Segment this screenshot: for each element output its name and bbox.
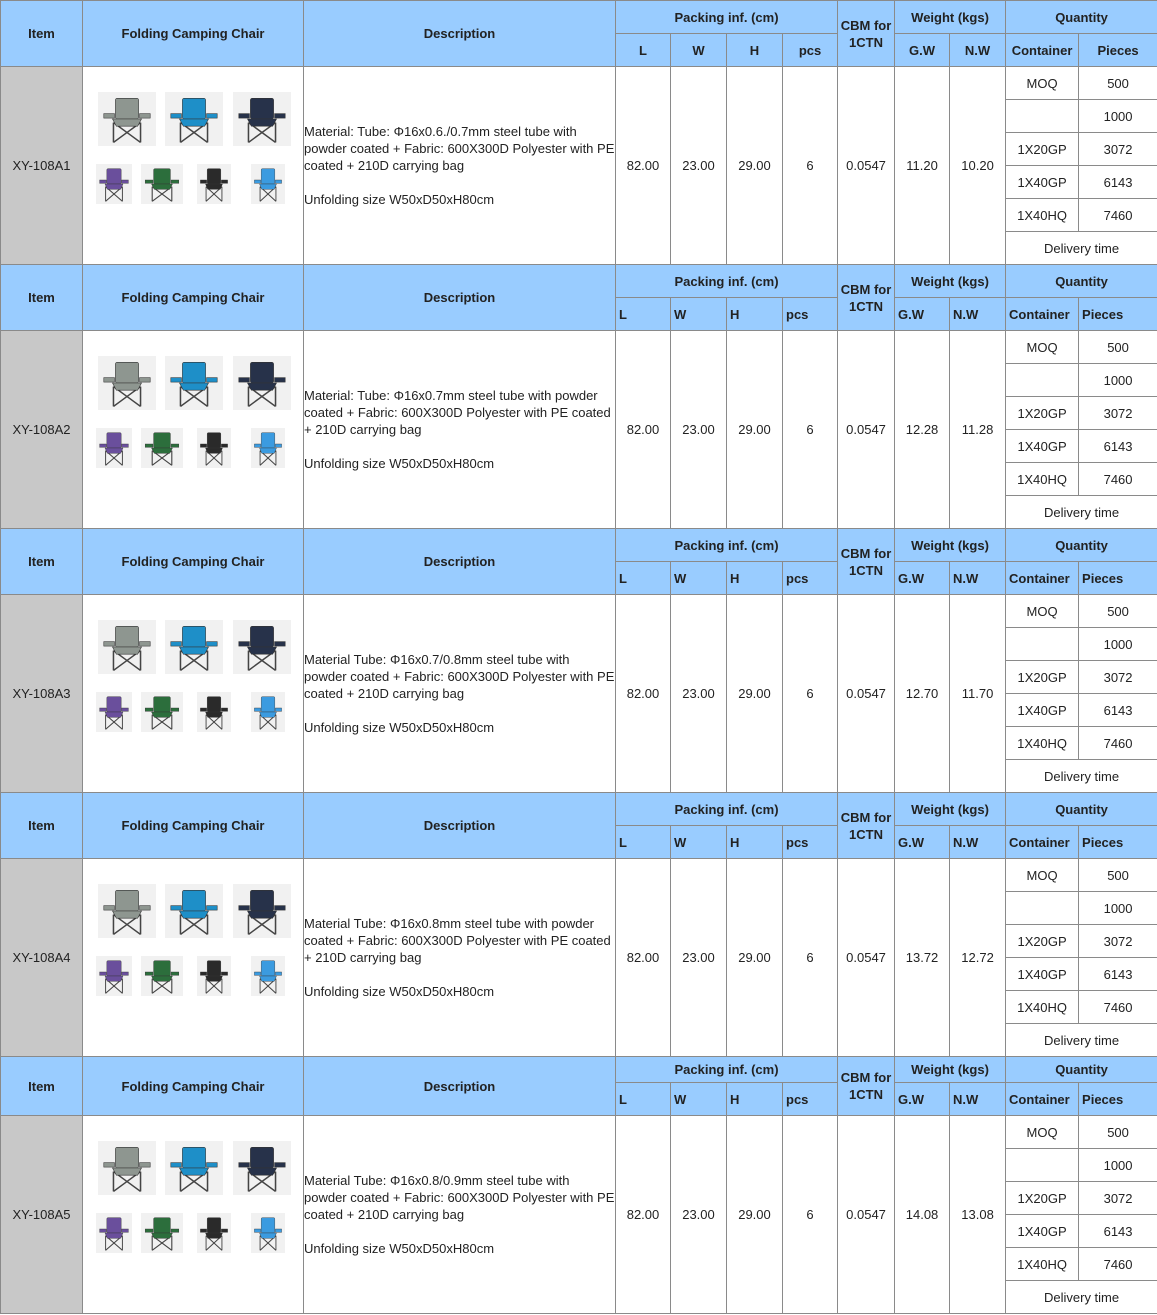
height-header: H xyxy=(727,298,783,331)
chair-photo xyxy=(233,1141,291,1195)
weight-header: Weight (kgs) xyxy=(895,1,1006,34)
container-header: Container xyxy=(1006,298,1079,331)
gross-weight-header: G.W xyxy=(895,298,950,331)
unfolding-size: Unfolding size W50xD50xH80cm xyxy=(304,984,495,999)
container-header: Container xyxy=(1006,826,1079,859)
packing-header: Packing inf. (cm) xyxy=(616,793,838,826)
pieces-header: Pieces xyxy=(1079,1083,1157,1116)
container-cell xyxy=(1006,364,1079,397)
pieces-cell: 6143 xyxy=(1079,694,1157,727)
quantity-header: Quantity xyxy=(1006,1057,1157,1083)
chair-photo xyxy=(251,428,285,468)
chair-photo xyxy=(165,1141,223,1195)
chair-photo xyxy=(197,692,231,732)
product-table xyxy=(0,0,1157,265)
chair-photo xyxy=(197,164,231,204)
chair-photo xyxy=(197,1213,231,1253)
item-code: XY-108A5 xyxy=(1,1116,83,1314)
pcs-value: 6 xyxy=(783,595,838,793)
weight-header: Weight (kgs) xyxy=(895,265,1006,298)
chair-photo xyxy=(96,692,132,732)
gross-weight-value: 11.20 xyxy=(895,67,950,265)
quantity-header: Quantity xyxy=(1006,793,1157,826)
container-header: Container xyxy=(1006,562,1079,595)
height-header: H xyxy=(727,34,783,67)
pcs-value: 6 xyxy=(783,67,838,265)
chair-photo xyxy=(197,428,231,468)
cbm-value: 0.0547 xyxy=(838,859,895,1057)
material-text: Material: Tube: Φ16x0.6./0.7mm steel tube with powder coated + Fabric: 600X300D Polyester with PE coated + 210D carrying bag xyxy=(304,124,615,173)
chair-photo xyxy=(165,884,223,938)
chair-photo xyxy=(251,1213,285,1253)
chair-thumbnails xyxy=(83,860,302,1056)
delivery-time: Delivery time xyxy=(1006,760,1157,793)
container-cell: 1X40HQ xyxy=(1006,727,1079,760)
description-cell xyxy=(304,331,616,529)
chair-photo xyxy=(98,884,156,938)
item-header: Item xyxy=(1,529,83,595)
container-header: Container xyxy=(1006,1083,1079,1116)
pieces-cell: 3072 xyxy=(1079,133,1157,166)
material-text: Material Tube: Φ16x0.7/0.8mm steel tube with powder coated + Fabric: 600X300D Polyester with PE coated + 210D carrying bag xyxy=(304,652,615,701)
item-header: Item xyxy=(1,1,83,67)
product-images xyxy=(83,1116,304,1314)
length-value: 82.00 xyxy=(616,859,671,1057)
container-cell: MOQ xyxy=(1006,331,1079,364)
chair-photo xyxy=(96,956,132,996)
container-cell: MOQ xyxy=(1006,1116,1079,1149)
container-cell: 1X40GP xyxy=(1006,958,1079,991)
cbm-value: 0.0547 xyxy=(838,1116,895,1314)
height-value: 29.00 xyxy=(727,67,783,265)
container-cell: 1X40HQ xyxy=(1006,991,1079,1024)
product-table xyxy=(0,528,1157,793)
gross-weight-header: G.W xyxy=(895,562,950,595)
chair-photo xyxy=(165,92,223,146)
width-header: W xyxy=(671,562,727,595)
pieces-cell: 500 xyxy=(1079,1116,1157,1149)
item-code: XY-108A1 xyxy=(1,67,83,265)
quantity-header: Quantity xyxy=(1006,529,1157,562)
packing-header: Packing inf. (cm) xyxy=(616,1057,838,1083)
pieces-cell: 6143 xyxy=(1079,958,1157,991)
product-images xyxy=(83,331,304,529)
description-cell xyxy=(304,1116,616,1314)
product-images xyxy=(83,595,304,793)
container-cell xyxy=(1006,892,1079,925)
chair-thumbnails xyxy=(83,1117,302,1313)
chair-photo xyxy=(233,92,291,146)
delivery-time: Delivery time xyxy=(1006,232,1157,265)
net-weight-header: N.W xyxy=(950,826,1006,859)
container-cell: 1X20GP xyxy=(1006,1182,1079,1215)
container-cell xyxy=(1006,100,1079,133)
container-cell: 1X40GP xyxy=(1006,166,1079,199)
delivery-time: Delivery time xyxy=(1006,496,1157,529)
product-header: Folding Camping Chair xyxy=(83,1057,304,1116)
cbm-header: CBM for 1CTN xyxy=(838,1057,895,1116)
table-row xyxy=(1,859,1157,892)
width-header: W xyxy=(671,1083,727,1116)
cbm-value: 0.0547 xyxy=(838,331,895,529)
gross-weight-value: 12.28 xyxy=(895,331,950,529)
table-row xyxy=(1,331,1157,364)
product-images xyxy=(83,859,304,1057)
net-weight-header: N.W xyxy=(950,34,1006,67)
container-cell: 1X20GP xyxy=(1006,397,1079,430)
length-value: 82.00 xyxy=(616,331,671,529)
product-header: Folding Camping Chair xyxy=(83,793,304,859)
chair-photo xyxy=(251,692,285,732)
delivery-time: Delivery time xyxy=(1006,1281,1157,1314)
product-block xyxy=(0,0,1157,264)
pieces-cell: 3072 xyxy=(1079,661,1157,694)
description-header: Description xyxy=(304,1,616,67)
cbm-header: CBM for 1CTN xyxy=(838,1,895,67)
pieces-cell: 3072 xyxy=(1079,1182,1157,1215)
container-header: Container xyxy=(1006,34,1079,67)
item-header: Item xyxy=(1,793,83,859)
chair-photo xyxy=(96,428,132,468)
width-value: 23.00 xyxy=(671,331,727,529)
product-block xyxy=(0,528,1157,792)
gross-weight-value: 13.72 xyxy=(895,859,950,1057)
pieces-cell: 3072 xyxy=(1079,397,1157,430)
pcs-value: 6 xyxy=(783,1116,838,1314)
pcs-header: pcs xyxy=(783,562,838,595)
height-header: H xyxy=(727,562,783,595)
pieces-cell: 7460 xyxy=(1079,1248,1157,1281)
height-header: H xyxy=(727,1083,783,1116)
chair-photo xyxy=(165,620,223,674)
container-cell: 1X20GP xyxy=(1006,661,1079,694)
product-block xyxy=(0,792,1157,1056)
length-value: 82.00 xyxy=(616,1116,671,1314)
item-code: XY-108A3 xyxy=(1,595,83,793)
container-cell: MOQ xyxy=(1006,859,1079,892)
product-header: Folding Camping Chair xyxy=(83,529,304,595)
pcs-header: pcs xyxy=(783,826,838,859)
pieces-cell: 1000 xyxy=(1079,100,1157,133)
net-weight-header: N.W xyxy=(950,1083,1006,1116)
cbm-header: CBM for 1CTN xyxy=(838,265,895,331)
container-cell: 1X40GP xyxy=(1006,694,1079,727)
length-header: L xyxy=(616,826,671,859)
pcs-value: 6 xyxy=(783,859,838,1057)
chair-photo xyxy=(165,356,223,410)
pcs-value: 6 xyxy=(783,331,838,529)
chair-photo xyxy=(98,1141,156,1195)
quantity-header: Quantity xyxy=(1006,265,1157,298)
weight-header: Weight (kgs) xyxy=(895,1057,1006,1083)
height-header: H xyxy=(727,826,783,859)
net-weight-header: N.W xyxy=(950,298,1006,331)
product-table xyxy=(0,264,1157,529)
chair-photo xyxy=(141,428,183,468)
description-header: Description xyxy=(304,793,616,859)
pieces-cell: 500 xyxy=(1079,67,1157,100)
packing-header: Packing inf. (cm) xyxy=(616,529,838,562)
packing-header: Packing inf. (cm) xyxy=(616,1,838,34)
chair-thumbnails xyxy=(83,596,302,792)
chair-photo xyxy=(141,1213,183,1253)
quantity-header: Quantity xyxy=(1006,1,1157,34)
pieces-cell: 1000 xyxy=(1079,364,1157,397)
chair-photo xyxy=(141,956,183,996)
unfolding-size: Unfolding size W50xD50xH80cm xyxy=(304,720,495,735)
pieces-cell: 6143 xyxy=(1079,1215,1157,1248)
pieces-cell: 6143 xyxy=(1079,430,1157,463)
cbm-value: 0.0547 xyxy=(838,67,895,265)
chair-photo xyxy=(251,956,285,996)
pieces-cell: 3072 xyxy=(1079,925,1157,958)
length-header: L xyxy=(616,34,671,67)
pcs-header: pcs xyxy=(783,34,838,67)
width-header: W xyxy=(671,298,727,331)
gross-weight-header: G.W xyxy=(895,826,950,859)
product-block xyxy=(0,264,1157,528)
pcs-header: pcs xyxy=(783,1083,838,1116)
item-header: Item xyxy=(1,265,83,331)
chair-photo xyxy=(96,1213,132,1253)
height-value: 29.00 xyxy=(727,331,783,529)
pieces-cell: 7460 xyxy=(1079,199,1157,232)
table-row xyxy=(1,595,1157,628)
weight-header: Weight (kgs) xyxy=(895,793,1006,826)
chair-photo xyxy=(233,884,291,938)
chair-photo xyxy=(251,164,285,204)
pieces-header: Pieces xyxy=(1079,34,1157,67)
material-text: Material Tube: Φ16x0.8/0.9mm steel tube with powder coated + Fabric: 600X300D Polyester with PE coated + 210D carrying bag xyxy=(304,1173,615,1222)
net-weight-value: 11.28 xyxy=(950,331,1006,529)
height-value: 29.00 xyxy=(727,595,783,793)
product-header: Folding Camping Chair xyxy=(83,265,304,331)
pieces-cell: 7460 xyxy=(1079,991,1157,1024)
table-row xyxy=(1,67,1157,100)
length-header: L xyxy=(616,562,671,595)
width-value: 23.00 xyxy=(671,67,727,265)
net-weight-header: N.W xyxy=(950,562,1006,595)
unfolding-size: Unfolding size W50xD50xH80cm xyxy=(304,456,495,471)
pieces-cell: 1000 xyxy=(1079,1149,1157,1182)
unfolding-size: Unfolding size W50xD50xH80cm xyxy=(304,192,495,207)
table-row xyxy=(1,1116,1157,1149)
pieces-cell: 500 xyxy=(1079,595,1157,628)
net-weight-value: 12.72 xyxy=(950,859,1006,1057)
container-cell: 1X20GP xyxy=(1006,925,1079,958)
length-value: 82.00 xyxy=(616,595,671,793)
cbm-value: 0.0547 xyxy=(838,595,895,793)
chair-thumbnails xyxy=(83,332,302,528)
pieces-cell: 500 xyxy=(1079,331,1157,364)
pieces-cell: 500 xyxy=(1079,859,1157,892)
length-header: L xyxy=(616,298,671,331)
description-cell xyxy=(304,67,616,265)
gross-weight-header: G.W xyxy=(895,34,950,67)
length-header: L xyxy=(616,1083,671,1116)
length-value: 82.00 xyxy=(616,67,671,265)
container-cell: MOQ xyxy=(1006,67,1079,100)
container-cell: 1X40HQ xyxy=(1006,1248,1079,1281)
net-weight-value: 13.08 xyxy=(950,1116,1006,1314)
container-cell: 1X20GP xyxy=(1006,133,1079,166)
height-value: 29.00 xyxy=(727,859,783,1057)
cbm-header: CBM for 1CTN xyxy=(838,793,895,859)
chair-photo xyxy=(233,356,291,410)
material-text: Material Tube: Φ16x0.8mm steel tube with powder coated + Fabric: 600X300D Polyester with PE coated + 210D carrying bag xyxy=(304,916,611,965)
packing-header: Packing inf. (cm) xyxy=(616,265,838,298)
width-value: 23.00 xyxy=(671,859,727,1057)
chair-photo xyxy=(233,620,291,674)
container-cell: 1X40GP xyxy=(1006,430,1079,463)
item-code: XY-108A4 xyxy=(1,859,83,1057)
container-cell: 1X40HQ xyxy=(1006,463,1079,496)
net-weight-value: 11.70 xyxy=(950,595,1006,793)
width-header: W xyxy=(671,826,727,859)
description-cell xyxy=(304,859,616,1057)
product-table xyxy=(0,1056,1157,1314)
chair-photo xyxy=(98,620,156,674)
net-weight-value: 10.20 xyxy=(950,67,1006,265)
width-value: 23.00 xyxy=(671,595,727,793)
delivery-time: Delivery time xyxy=(1006,1024,1157,1057)
height-value: 29.00 xyxy=(727,1116,783,1314)
pieces-header: Pieces xyxy=(1079,826,1157,859)
description-header: Description xyxy=(304,1057,616,1116)
description-header: Description xyxy=(304,529,616,595)
description-header: Description xyxy=(304,265,616,331)
chair-photo xyxy=(98,92,156,146)
chair-photo xyxy=(141,164,183,204)
width-header: W xyxy=(671,34,727,67)
chair-photo xyxy=(197,956,231,996)
chair-photo xyxy=(141,692,183,732)
chair-photo xyxy=(96,164,132,204)
container-cell: 1X40GP xyxy=(1006,1215,1079,1248)
pieces-cell: 7460 xyxy=(1079,463,1157,496)
cbm-header: CBM for 1CTN xyxy=(838,529,895,595)
chair-thumbnails xyxy=(83,68,302,264)
gross-weight-value: 14.08 xyxy=(895,1116,950,1314)
container-cell: MOQ xyxy=(1006,595,1079,628)
container-cell: 1X40HQ xyxy=(1006,199,1079,232)
pieces-cell: 1000 xyxy=(1079,628,1157,661)
product-block xyxy=(0,1056,1157,1315)
item-header: Item xyxy=(1,1057,83,1116)
product-header: Folding Camping Chair xyxy=(83,1,304,67)
product-table xyxy=(0,792,1157,1057)
gross-weight-header: G.W xyxy=(895,1083,950,1116)
pieces-header: Pieces xyxy=(1079,562,1157,595)
container-cell xyxy=(1006,628,1079,661)
pieces-header: Pieces xyxy=(1079,298,1157,331)
description-cell xyxy=(304,595,616,793)
product-images xyxy=(83,67,304,265)
gross-weight-value: 12.70 xyxy=(895,595,950,793)
pieces-cell: 1000 xyxy=(1079,892,1157,925)
material-text: Material: Tube: Φ16x0.7mm steel tube with powder coated + Fabric: 600X300D Polyester with PE coated + 210D carrying bag xyxy=(304,388,611,437)
weight-header: Weight (kgs) xyxy=(895,529,1006,562)
item-code: XY-108A2 xyxy=(1,331,83,529)
unfolding-size: Unfolding size W50xD50xH80cm xyxy=(304,1241,495,1256)
pieces-cell: 6143 xyxy=(1079,166,1157,199)
container-cell xyxy=(1006,1149,1079,1182)
width-value: 23.00 xyxy=(671,1116,727,1314)
chair-photo xyxy=(98,356,156,410)
pieces-cell: 7460 xyxy=(1079,727,1157,760)
pcs-header: pcs xyxy=(783,298,838,331)
